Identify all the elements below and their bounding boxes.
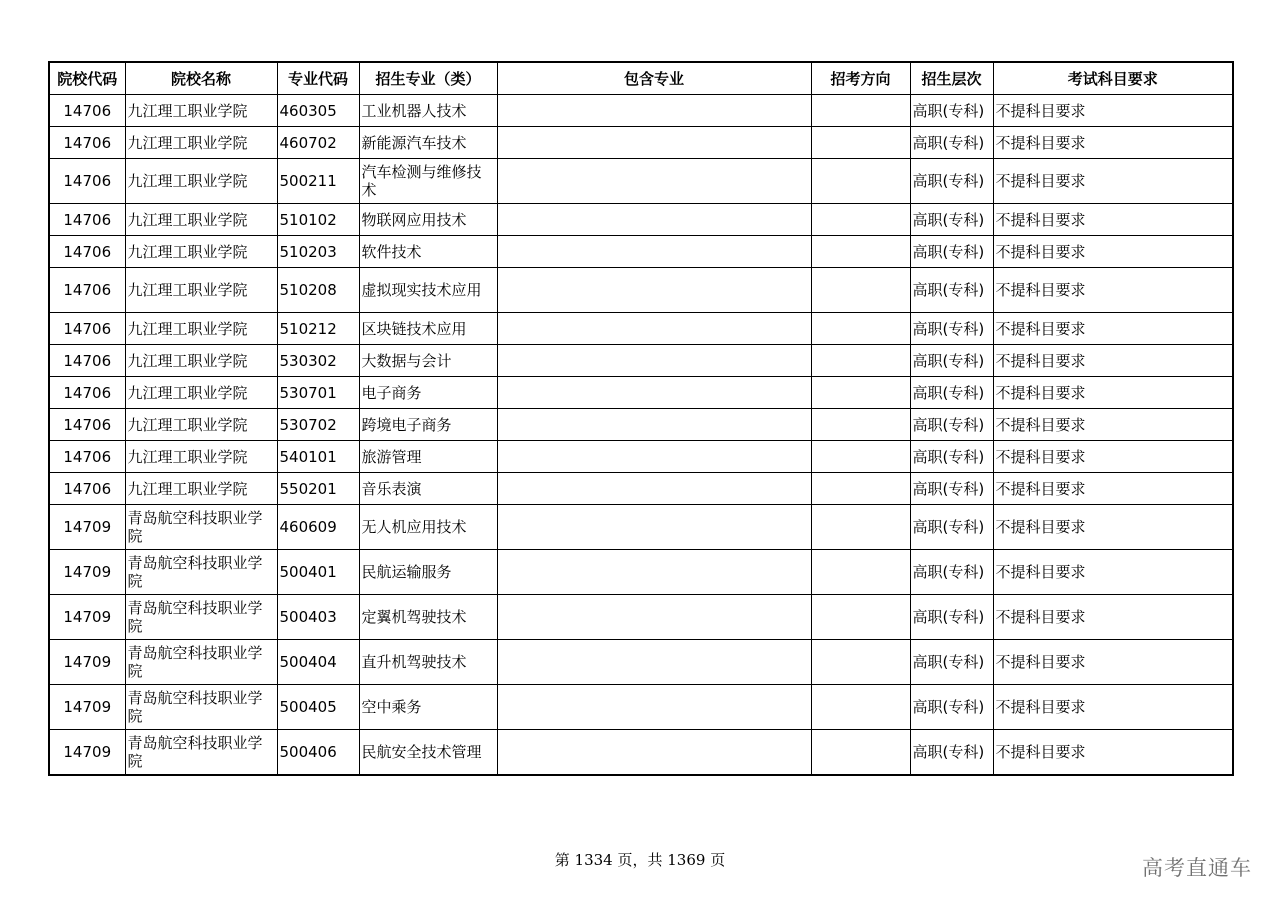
cell-school-name: 九江理工职业学院 [125, 441, 277, 473]
cell-major-code: 500405 [277, 685, 359, 730]
cell-major-code: 510102 [277, 204, 359, 236]
cell-school-code: 14706 [49, 268, 125, 313]
cell-level: 高职(专科) [910, 377, 993, 409]
cell-major-code: 510212 [277, 313, 359, 345]
cell-direction [811, 377, 910, 409]
cell-major: 软件技术 [359, 236, 497, 268]
header-level: 招生层次 [910, 62, 993, 95]
cell-requirement: 不提科目要求 [993, 550, 1233, 595]
table-row [49, 204, 1233, 236]
cell-included-majors [497, 268, 811, 313]
cell-direction [811, 204, 910, 236]
table-row [49, 236, 1233, 268]
cell-school-name: 九江理工职业学院 [125, 377, 277, 409]
table-row [49, 550, 1233, 595]
cell-level: 高职(专科) [910, 473, 993, 505]
cell-level: 高职(专科) [910, 409, 993, 441]
cell-requirement: 不提科目要求 [993, 473, 1233, 505]
cell-school-code: 14706 [49, 313, 125, 345]
cell-school-name: 九江理工职业学院 [125, 409, 277, 441]
cell-requirement: 不提科目要求 [993, 377, 1233, 409]
cell-included-majors [497, 441, 811, 473]
cell-level: 高职(专科) [910, 159, 993, 204]
cell-major: 直升机驾驶技术 [359, 640, 497, 685]
cell-requirement: 不提科目要求 [993, 236, 1233, 268]
cell-school-code: 14709 [49, 640, 125, 685]
cell-school-code: 14706 [49, 127, 125, 159]
cell-direction [811, 595, 910, 640]
cell-school-name: 九江理工职业学院 [125, 473, 277, 505]
cell-direction [811, 236, 910, 268]
cell-direction [811, 473, 910, 505]
cell-major-code: 550201 [277, 473, 359, 505]
cell-school-code: 14706 [49, 473, 125, 505]
cell-level: 高职(专科) [910, 95, 993, 127]
header-included-majors: 包含专业 [497, 62, 811, 95]
cell-school-name: 青岛航空科技职业学院 [125, 550, 277, 595]
admission-table [48, 61, 1234, 776]
cell-requirement: 不提科目要求 [993, 685, 1233, 730]
table-row [49, 127, 1233, 159]
cell-included-majors [497, 377, 811, 409]
cell-school-code: 14706 [49, 377, 125, 409]
cell-major-code: 500403 [277, 595, 359, 640]
cell-included-majors [497, 505, 811, 550]
cell-school-name: 青岛航空科技职业学院 [125, 685, 277, 730]
cell-level: 高职(专科) [910, 313, 993, 345]
cell-level: 高职(专科) [910, 550, 993, 595]
cell-requirement: 不提科目要求 [993, 159, 1233, 204]
page-number-footer: 第 1334 页，共 1369 页 [554, 851, 726, 869]
cell-direction [811, 313, 910, 345]
cell-school-name: 九江理工职业学院 [125, 127, 277, 159]
cell-requirement: 不提科目要求 [993, 127, 1233, 159]
cell-major-code: 460702 [277, 127, 359, 159]
cell-school-code: 14706 [49, 409, 125, 441]
cell-major-code: 530702 [277, 409, 359, 441]
cell-included-majors [497, 550, 811, 595]
cell-school-name: 九江理工职业学院 [125, 95, 277, 127]
cell-included-majors [497, 313, 811, 345]
table-row [49, 473, 1233, 505]
cell-school-code: 14709 [49, 595, 125, 640]
cell-included-majors [497, 730, 811, 776]
table-row [49, 159, 1233, 204]
cell-school-code: 14709 [49, 685, 125, 730]
header-school-name: 院校名称 [125, 62, 277, 95]
table-row [49, 268, 1233, 313]
cell-requirement: 不提科目要求 [993, 268, 1233, 313]
cell-direction [811, 345, 910, 377]
cell-requirement: 不提科目要求 [993, 640, 1233, 685]
cell-major-code: 530701 [277, 377, 359, 409]
cell-level: 高职(专科) [910, 730, 993, 776]
header-row [49, 62, 1233, 95]
cell-school-code: 14709 [49, 730, 125, 776]
cell-major: 大数据与会计 [359, 345, 497, 377]
cell-major-code: 500401 [277, 550, 359, 595]
cell-included-majors [497, 473, 811, 505]
cell-school-name: 青岛航空科技职业学院 [125, 730, 277, 776]
cell-major: 工业机器人技术 [359, 95, 497, 127]
cell-direction [811, 730, 910, 776]
cell-direction [811, 95, 910, 127]
cell-level: 高职(专科) [910, 127, 993, 159]
cell-direction [811, 640, 910, 685]
watermark-text: 高考直通车 [1142, 856, 1252, 880]
table-row [49, 640, 1233, 685]
cell-major: 空中乘务 [359, 685, 497, 730]
header-school-code: 院校代码 [49, 62, 125, 95]
cell-major-code: 540101 [277, 441, 359, 473]
cell-direction [811, 685, 910, 730]
cell-major: 区块链技术应用 [359, 313, 497, 345]
cell-direction [811, 127, 910, 159]
cell-school-code: 14706 [49, 345, 125, 377]
cell-direction [811, 441, 910, 473]
cell-school-name: 九江理工职业学院 [125, 345, 277, 377]
table-row [49, 409, 1233, 441]
cell-included-majors [497, 685, 811, 730]
cell-included-majors [497, 345, 811, 377]
cell-direction [811, 268, 910, 313]
cell-major: 无人机应用技术 [359, 505, 497, 550]
cell-direction [811, 409, 910, 441]
cell-major-code: 510208 [277, 268, 359, 313]
cell-level: 高职(专科) [910, 505, 993, 550]
cell-school-name: 九江理工职业学院 [125, 313, 277, 345]
cell-school-name: 青岛航空科技职业学院 [125, 595, 277, 640]
table-row [49, 685, 1233, 730]
cell-school-name: 九江理工职业学院 [125, 204, 277, 236]
cell-direction [811, 550, 910, 595]
cell-included-majors [497, 409, 811, 441]
header-direction: 招考方向 [811, 62, 910, 95]
table-row [49, 377, 1233, 409]
cell-school-code: 14709 [49, 505, 125, 550]
cell-school-name: 九江理工职业学院 [125, 159, 277, 204]
cell-major-code: 460609 [277, 505, 359, 550]
cell-included-majors [497, 127, 811, 159]
cell-included-majors [497, 159, 811, 204]
cell-requirement: 不提科目要求 [993, 313, 1233, 345]
cell-school-code: 14706 [49, 441, 125, 473]
cell-included-majors [497, 236, 811, 268]
cell-major: 民航安全技术管理 [359, 730, 497, 776]
cell-level: 高职(专科) [910, 268, 993, 313]
cell-included-majors [497, 204, 811, 236]
cell-requirement: 不提科目要求 [993, 505, 1233, 550]
cell-major: 物联网应用技术 [359, 204, 497, 236]
cell-requirement: 不提科目要求 [993, 409, 1233, 441]
table-row [49, 95, 1233, 127]
table-row [49, 505, 1233, 550]
cell-major-code: 460305 [277, 95, 359, 127]
cell-requirement: 不提科目要求 [993, 595, 1233, 640]
table-body [49, 95, 1233, 776]
cell-major: 音乐表演 [359, 473, 497, 505]
cell-level: 高职(专科) [910, 685, 993, 730]
cell-major-code: 530302 [277, 345, 359, 377]
header-requirement: 考试科目要求 [993, 62, 1233, 95]
cell-major: 定翼机驾驶技术 [359, 595, 497, 640]
cell-direction [811, 159, 910, 204]
cell-school-code: 14706 [49, 159, 125, 204]
cell-level: 高职(专科) [910, 345, 993, 377]
cell-direction [811, 505, 910, 550]
cell-requirement: 不提科目要求 [993, 345, 1233, 377]
cell-level: 高职(专科) [910, 204, 993, 236]
cell-requirement: 不提科目要求 [993, 204, 1233, 236]
cell-level: 高职(专科) [910, 441, 993, 473]
cell-major: 虚拟现实技术应用 [359, 268, 497, 313]
cell-requirement: 不提科目要求 [993, 95, 1233, 127]
cell-major-code: 500406 [277, 730, 359, 776]
table-row [49, 730, 1233, 776]
cell-requirement: 不提科目要求 [993, 730, 1233, 776]
cell-requirement: 不提科目要求 [993, 441, 1233, 473]
cell-school-code: 14706 [49, 204, 125, 236]
cell-major-code: 500404 [277, 640, 359, 685]
cell-level: 高职(专科) [910, 595, 993, 640]
cell-major-code: 500211 [277, 159, 359, 204]
cell-school-name: 九江理工职业学院 [125, 268, 277, 313]
cell-major: 民航运输服务 [359, 550, 497, 595]
table-row [49, 313, 1233, 345]
cell-major: 旅游管理 [359, 441, 497, 473]
cell-major: 跨境电子商务 [359, 409, 497, 441]
cell-included-majors [497, 595, 811, 640]
cell-major: 电子商务 [359, 377, 497, 409]
cell-included-majors [497, 640, 811, 685]
cell-school-code: 14709 [49, 550, 125, 595]
cell-level: 高职(专科) [910, 236, 993, 268]
cell-major: 新能源汽车技术 [359, 127, 497, 159]
table-row [49, 345, 1233, 377]
cell-included-majors [497, 95, 811, 127]
cell-major-code: 510203 [277, 236, 359, 268]
table-row [49, 441, 1233, 473]
header-major: 招生专业（类） [359, 62, 497, 95]
cell-major: 汽车检测与维修技术 [359, 159, 497, 204]
table-row [49, 595, 1233, 640]
cell-level: 高职(专科) [910, 640, 993, 685]
cell-school-code: 14706 [49, 95, 125, 127]
cell-school-name: 青岛航空科技职业学院 [125, 640, 277, 685]
header-major-code: 专业代码 [277, 62, 359, 95]
cell-school-name: 青岛航空科技职业学院 [125, 505, 277, 550]
cell-school-code: 14706 [49, 236, 125, 268]
cell-school-name: 九江理工职业学院 [125, 236, 277, 268]
